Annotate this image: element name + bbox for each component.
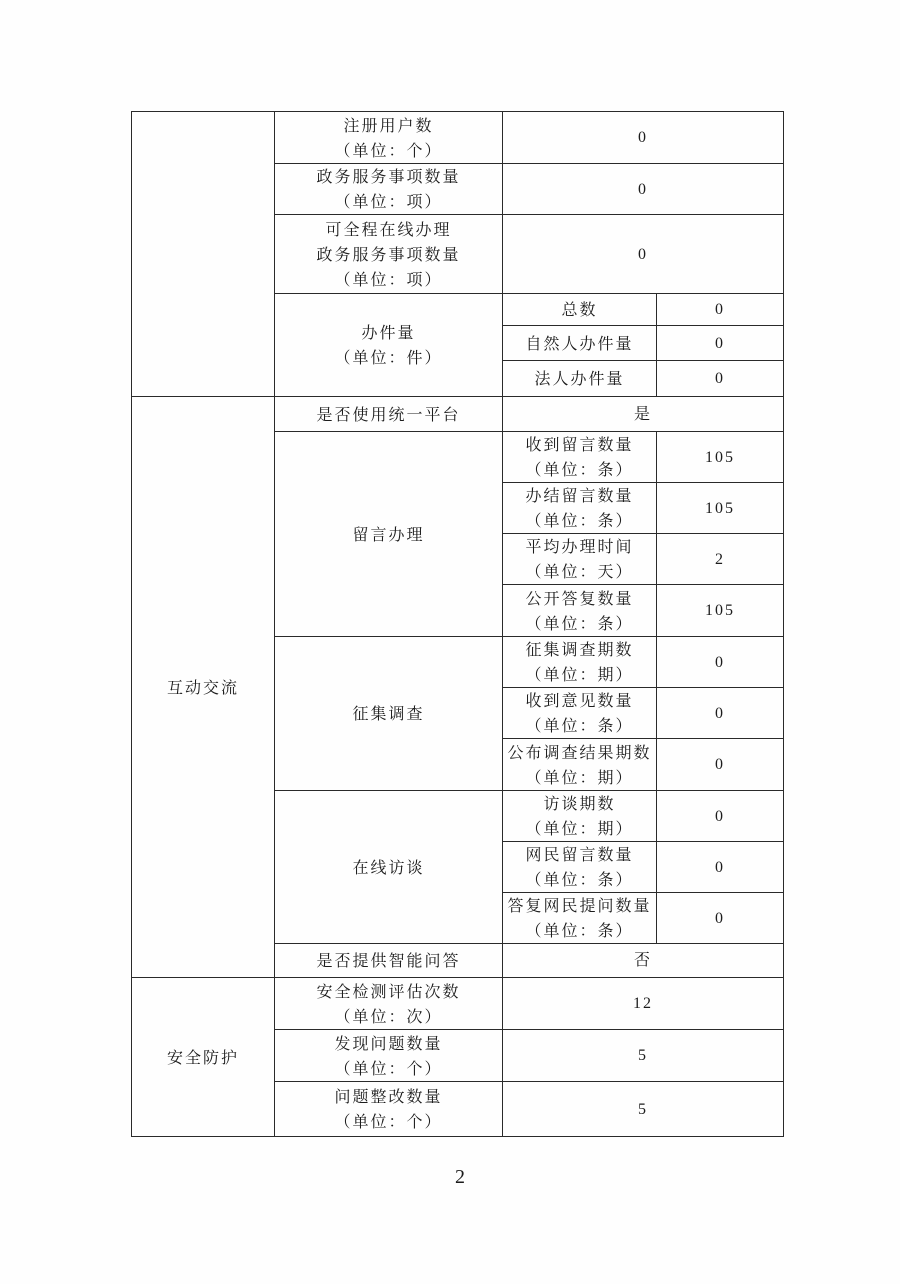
unit-text: （单位：项）	[334, 269, 443, 289]
value-registered-users: 0	[503, 112, 784, 164]
label-text: 可全程在线办理	[325, 219, 452, 239]
row-label-online-items	[275, 215, 503, 294]
label-text: 公布调查结果期数	[507, 742, 652, 762]
value-smart-qa: 否	[503, 944, 784, 978]
label-text: 收到意见数量	[525, 691, 634, 710]
value-messages-closed: 105	[657, 483, 784, 534]
row-label-interviews: 在线访谈	[275, 791, 503, 944]
sub-label-cases-total: 总数	[503, 294, 657, 326]
unit-text: （单位：期）	[525, 767, 634, 787]
value-issues-fixed: 5	[503, 1082, 784, 1137]
unit-text: （单位：个）	[334, 1058, 443, 1078]
label-text: 办件量	[361, 323, 416, 342]
label-text: 收到留言数量	[525, 435, 634, 454]
sub-label-messages-avg-time	[503, 534, 657, 585]
value-cases-legal-person: 0	[657, 361, 784, 397]
category-cell-interaction: 互动交流	[132, 397, 275, 978]
unit-text: （单位：个）	[334, 1112, 443, 1131]
label-text: 政务服务事项数量	[316, 167, 461, 186]
statistics-table	[131, 111, 784, 1137]
sub-label-interviews-answers	[503, 893, 657, 944]
unit-text: （单位：天）	[525, 562, 634, 581]
row-label-surveys: 征集调查	[275, 637, 503, 791]
table-row	[132, 397, 784, 432]
value-cases-total: 0	[657, 294, 784, 326]
value-cases-natural-person: 0	[657, 326, 784, 361]
unit-text: （单位：条）	[525, 716, 634, 735]
unit-text: （单位：件）	[334, 348, 443, 367]
label-text: 办结留言数量	[525, 486, 634, 505]
unit-text: （单位：期）	[525, 665, 634, 684]
sub-label-messages-public-replies	[503, 585, 657, 637]
unit-text: （单位：次）	[334, 1006, 443, 1026]
label-text: 注册用户数	[343, 115, 434, 135]
row-label-service-items	[275, 164, 503, 215]
row-label-security-checks	[275, 978, 503, 1030]
row-label-messages: 留言办理	[275, 432, 503, 637]
label-text: 访谈期数	[543, 794, 616, 813]
unit-text: （单位：条）	[525, 870, 634, 889]
value-interviews-answers: 0	[657, 893, 784, 944]
label-text: 征集调查期数	[525, 640, 634, 659]
page-number: 2	[455, 1166, 465, 1188]
label-text: 答复网民提问数量	[507, 896, 652, 915]
label-text: 公开答复数量	[525, 588, 634, 608]
table-row	[132, 112, 784, 164]
value-surveys-results: 0	[657, 739, 784, 791]
label-text: 政务服务事项数量	[316, 244, 461, 264]
value-unified-platform: 是	[503, 397, 784, 432]
row-label-registered-users	[275, 112, 503, 164]
sub-label-surveys-results	[503, 739, 657, 791]
sub-label-surveys-opinions	[503, 688, 657, 739]
row-label-unified-platform: 是否使用统一平台	[275, 397, 503, 432]
label-text: 问题整改数量	[334, 1087, 443, 1106]
sub-label-surveys-periods	[503, 637, 657, 688]
value-interviews-periods: 0	[657, 791, 784, 842]
value-online-items: 0	[503, 215, 784, 294]
sub-label-cases-natural-person: 自然人办件量	[503, 326, 657, 361]
sub-label-messages-closed	[503, 483, 657, 534]
value-issues-found: 5	[503, 1030, 784, 1082]
value-interviews-netizen-messages: 0	[657, 842, 784, 893]
table-row	[132, 978, 784, 1030]
row-label-issues-fixed	[275, 1082, 503, 1137]
category-cell-security: 安全防护	[132, 978, 275, 1137]
label-text: 网民留言数量	[525, 845, 634, 864]
value-security-checks: 12	[503, 978, 784, 1030]
sub-label-messages-received	[503, 432, 657, 483]
value-messages-public-replies: 105	[657, 585, 784, 637]
table-body	[132, 112, 784, 1137]
unit-text: （单位：条）	[525, 613, 634, 633]
unit-text: （单位：条）	[525, 460, 634, 479]
value-service-items: 0	[503, 164, 784, 215]
value-messages-received: 105	[657, 432, 784, 483]
row-label-cases	[275, 294, 503, 397]
unit-text: （单位：项）	[334, 192, 443, 211]
unit-text: （单位：个）	[334, 140, 443, 160]
label-text: 平均办理时间	[525, 537, 634, 556]
unit-text: （单位：期）	[525, 819, 634, 838]
row-label-smart-qa: 是否提供智能问答	[275, 944, 503, 978]
row-label-issues-found	[275, 1030, 503, 1082]
sub-label-cases-legal-person: 法人办件量	[503, 361, 657, 397]
sub-label-interviews-netizen-messages	[503, 842, 657, 893]
value-surveys-periods: 0	[657, 637, 784, 688]
sub-label-interviews-periods	[503, 791, 657, 842]
value-messages-avg-time: 2	[657, 534, 784, 585]
label-text: 安全检测评估次数	[316, 981, 461, 1001]
value-surveys-opinions: 0	[657, 688, 784, 739]
unit-text: （单位：条）	[525, 511, 634, 530]
category-cell-service	[132, 112, 275, 397]
label-text: 发现问题数量	[334, 1033, 443, 1053]
unit-text: （单位：条）	[525, 921, 634, 940]
